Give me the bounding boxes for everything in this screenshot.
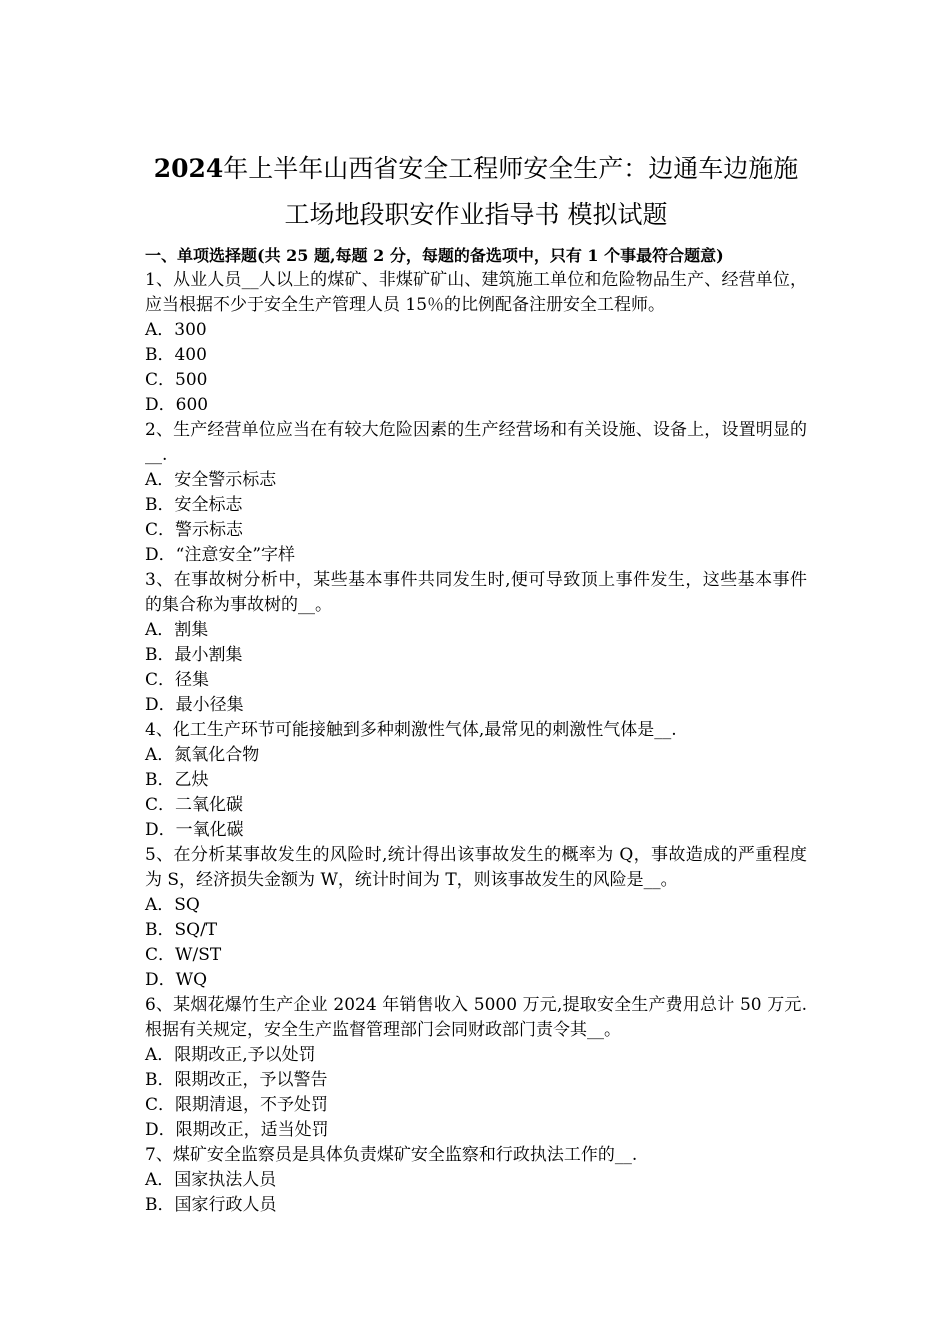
option-c: C．限期清退，不予处罚 [145, 1095, 329, 1115]
question-text: 2、生产经营单位应当在有较大危险因素的生产经营场和有关设施、设备上，设置明显的__. [145, 420, 807, 465]
option-a: A．限期改正,予以处罚 [145, 1045, 316, 1065]
question-text: 7、煤矿安全监察员是具体负责煤矿安全监察和行政执法工作的__. [145, 1145, 638, 1165]
option-b: B．最小割集 [145, 645, 243, 665]
option-b: B．乙炔 [145, 770, 209, 790]
question-7 [145, 1143, 807, 1218]
question-5 [145, 843, 807, 993]
question-3 [145, 568, 807, 718]
question-text: 6、某烟花爆竹生产企业 2024 年销售收入 5000 万元,提取安全生产费用总计 50 万元.根据有关规定，安全生产监督管理部门会同财政部门责令其__。 [145, 995, 807, 1040]
option-c: C．警示标志 [145, 520, 244, 540]
option-c: C．二氧化碳 [145, 795, 244, 815]
option-d: D．限期改正，适当处罚 [145, 1120, 329, 1140]
option-b: B．400 [145, 345, 207, 365]
option-b: B．SQ/T [145, 920, 218, 940]
option-a: A．氮氧化合物 [145, 745, 260, 765]
option-c: C．500 [145, 370, 208, 390]
title-line1: 年上半年山西省安全工程师安全生产：边通车边施施 [223, 154, 799, 183]
option-b: B．国家行政人员 [145, 1195, 277, 1215]
option-d: D．“注意安全”字样 [145, 545, 296, 565]
question-text: 5、在分析某事故发生的风险时,统计得出该事故发生的概率为 Q，事故造成的严重程度为 S，经济损失金额为 W，统计时间为 T，则该事故发生的风险是__。 [145, 845, 807, 890]
option-c: C．径集 [145, 670, 210, 690]
question-text: 4、化工生产环节可能接触到多种刺激性气体,最常见的刺激性气体是__. [145, 720, 677, 740]
title-line2: 工场地段职安作业指导书 模拟试题 [284, 200, 668, 229]
option-a: A．国家执法人员 [145, 1170, 277, 1190]
option-a: A．安全警示标志 [145, 470, 277, 490]
question-1 [145, 268, 807, 418]
option-b: B．限期改正，予以警告 [145, 1070, 328, 1090]
title-year: 2024 [153, 154, 224, 183]
option-a: A．SQ [145, 895, 200, 915]
option-a: A．300 [145, 320, 207, 340]
option-c: C．W/ST [145, 945, 222, 965]
option-d: D．600 [145, 395, 209, 415]
option-a: A．割集 [145, 620, 209, 640]
option-d: D．一氧化碳 [145, 820, 244, 840]
option-d: D．最小径集 [145, 695, 244, 715]
question-text: 3、在事故树分析中，某些基本事件共同发生时,便可导致顶上事件发生，这些基本事件的集合称为事故树的__。 [145, 570, 807, 615]
section-heading: 一、单项选择题(共 25 题,每题 2 分，每题的备选项中，只有 1 个事最符合题意) [145, 246, 724, 265]
option-b: B．安全标志 [145, 495, 243, 515]
document-title [145, 146, 807, 238]
question-4 [145, 718, 807, 843]
question-6 [145, 993, 807, 1143]
question-2 [145, 418, 807, 568]
document-page [145, 146, 807, 1218]
option-d: D．WQ [145, 970, 208, 990]
question-text: 1、从业人员__人以上的煤矿、非煤矿矿山、建筑施工单位和危险物品生产、经营单位，应当根据不少于安全生产管理人员 15％的比例配备注册安全工程师。 [145, 270, 807, 315]
